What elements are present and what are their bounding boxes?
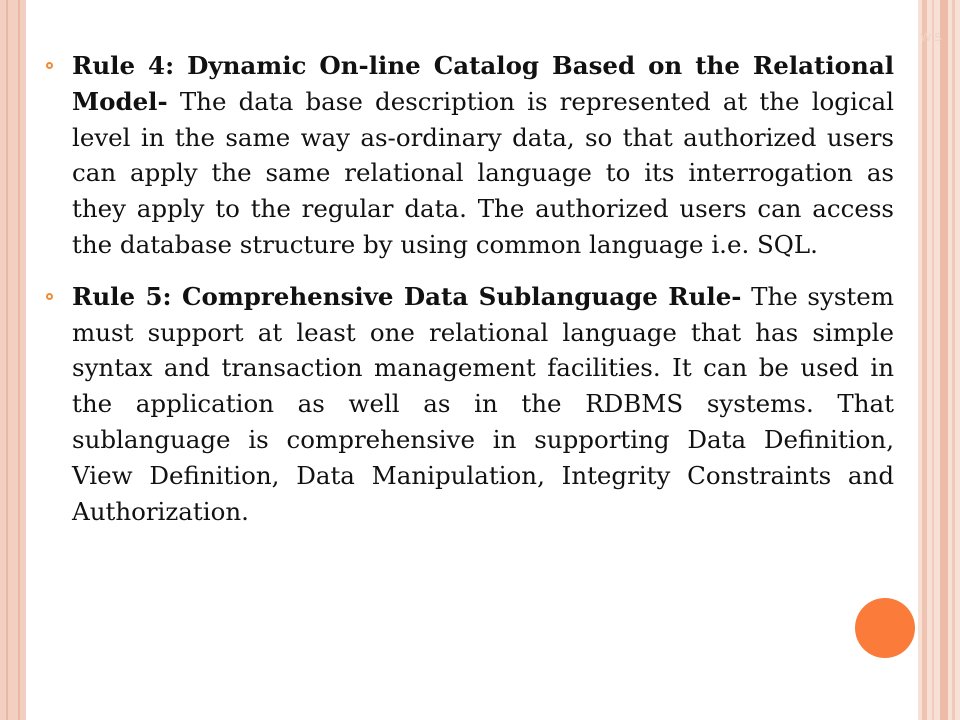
bullet-icon <box>46 62 53 69</box>
left-border-line <box>6 0 8 720</box>
rule-body: The data base description is represented at the logical level in the same way as-ordinary data, so that authorized users can apply the same relational language to its interrogation as they apply to the regular data. The authorized users can access the database structure by using common language i.e. SQL. <box>72 86 894 259</box>
rule-title: Rule 5: Comprehensive Data Sublanguage Rule- <box>72 281 742 311</box>
bullet-item-rule-4 <box>46 48 894 263</box>
right-decorative-border <box>918 0 960 720</box>
right-border-stripe <box>952 0 955 720</box>
corner-label: W.S <box>920 31 942 44</box>
left-border-line <box>18 0 20 720</box>
bullet-item-rule-5 <box>46 279 894 530</box>
accent-circle <box>855 598 915 658</box>
right-border-stripe <box>932 0 934 720</box>
left-decorative-border <box>0 0 26 720</box>
rule-body: The system must support at least one relational language that has simple syntax and transaction management facilities. It can be used in the application as well as in the RDBMS systems. That sublanguage is comprehensive in supporting Data Definition, View Definition, Data Manipulation, Integrity Constraints and Authorization. <box>72 281 894 526</box>
right-border-stripe <box>922 0 927 720</box>
rule-title: Rule 4: Dynamic On-line Catalog Based on the Relational Model- <box>72 51 894 116</box>
bullet-icon <box>46 293 53 300</box>
right-border-stripe <box>940 0 948 720</box>
slide-content <box>46 48 894 529</box>
